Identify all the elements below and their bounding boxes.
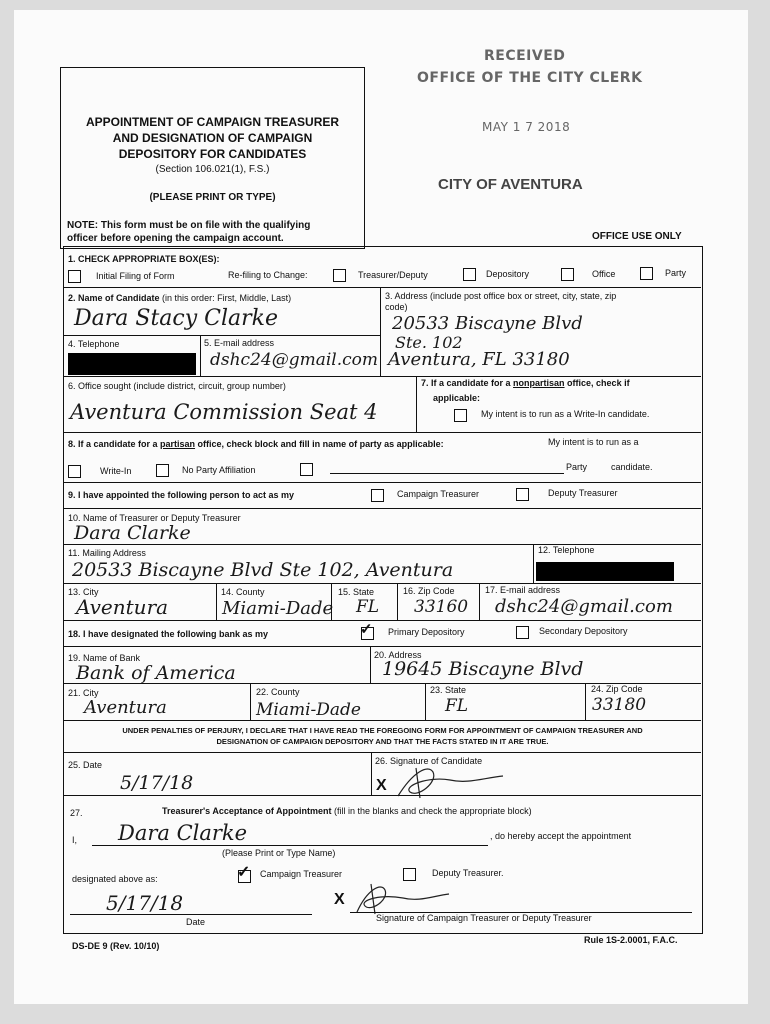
s27-date-label: Date xyxy=(186,917,206,927)
divider xyxy=(64,544,701,545)
divider xyxy=(64,583,701,584)
s7-writein-checkbox[interactable] xyxy=(454,409,467,422)
s27-deputy-label: Deputy Treasurer. xyxy=(432,868,504,878)
bank-name-field[interactable]: Bank of America xyxy=(76,662,236,684)
divider xyxy=(425,684,426,721)
s1-office-checkbox[interactable] xyxy=(561,268,574,281)
divider xyxy=(64,508,701,509)
form-title-1: APPOINTMENT OF CAMPAIGN TREASURER xyxy=(85,115,340,129)
divider xyxy=(64,335,380,336)
perjury-line-1: UNDER PENALTIES OF PERJURY, I DECLARE THAT I HAVE READ THE FOREGOING FORM FOR APPOINTMENT OF CAMPAIGN TREASURER AND xyxy=(122,726,643,735)
s27-print-name-label: (Please Print or Type Name) xyxy=(222,848,336,858)
candidate-signature[interactable] xyxy=(388,762,518,802)
divider xyxy=(479,584,480,621)
s18-label: 18. I have designated the following bank as my xyxy=(68,629,269,639)
s1-initial-label: Initial Filing of Form xyxy=(96,271,175,281)
office-use-only: OFFICE USE ONLY xyxy=(592,231,682,242)
s27-designated: designated above as: xyxy=(72,874,158,884)
s8-party-label: Party xyxy=(566,462,588,472)
candidate-address-line3[interactable]: Aventura, FL 33180 xyxy=(388,349,570,370)
candidate-address-line2[interactable]: Ste. 102 xyxy=(395,333,463,352)
s16-label: 16. Zip Code xyxy=(403,586,455,596)
divider xyxy=(64,432,701,433)
treasurer-county-field[interactable]: Miami-Dade xyxy=(222,598,334,619)
s24-label: 24. Zip Code xyxy=(591,684,643,694)
divider xyxy=(64,620,701,621)
s3-label-2: code) xyxy=(385,302,408,312)
office-sought-field[interactable]: Aventura Commission Seat 4 xyxy=(70,400,378,424)
s25-label: 25. Date xyxy=(68,760,103,770)
s6-label: 6. Office sought (include district, circuit, group number) xyxy=(68,381,286,391)
treasurer-state-field[interactable]: FL xyxy=(356,597,380,617)
rule-reference: Rule 1S-2.0001, F.A.C. xyxy=(584,935,678,945)
divider xyxy=(371,753,372,795)
s22-label: 22. County xyxy=(256,687,300,697)
s8-party-checkbox[interactable] xyxy=(300,463,313,476)
stamp-city: CITY OF AVENTURA xyxy=(438,176,583,193)
date-line xyxy=(70,914,312,915)
note-line-1: NOTE: This form must be on file with the qualifying xyxy=(67,220,311,231)
s5-label: 5. E-mail address xyxy=(204,338,275,348)
s9-label: 9. I have appointed the following person to act as my xyxy=(68,490,295,500)
s8-label: 8. If a candidate for a partisan office, check block and fill in name of party as applicable: xyxy=(68,439,444,449)
divider xyxy=(64,482,701,483)
form-title-2: AND DESIGNATION OF CAMPAIGN xyxy=(112,131,313,145)
s1-party-checkbox[interactable] xyxy=(640,267,653,280)
s11-label: 11. Mailing Address xyxy=(68,548,146,558)
treasurer-name-field[interactable]: Dara Clarke xyxy=(74,522,191,544)
treasurer-zip-field[interactable]: 33160 xyxy=(414,597,469,617)
form-title-3: DEPOSITORY FOR CANDIDATES xyxy=(118,147,307,161)
s8-intent: My intent is to run as a xyxy=(548,437,639,447)
s3-label: 3. Address (include post office box or street, city, state, zip xyxy=(385,291,617,301)
divider xyxy=(397,584,398,621)
s27-treasurer-label: Campaign Treasurer xyxy=(260,869,343,879)
redacted-telephone xyxy=(536,562,674,581)
s8-npa-label: No Party Affiliation xyxy=(182,465,256,475)
bank-state-field[interactable]: FL xyxy=(445,696,469,716)
s9-treasurer-label: Campaign Treasurer xyxy=(397,489,480,499)
bank-county-field[interactable]: Miami-Dade xyxy=(256,700,361,720)
s19-label: 19. Name of Bank xyxy=(68,653,141,663)
candidate-date-field[interactable]: 5/17/18 xyxy=(120,772,194,794)
divider xyxy=(250,684,251,721)
s9-deputy-checkbox[interactable] xyxy=(516,488,529,501)
note-line-2: officer before opening the campaign account. xyxy=(67,233,284,244)
s13-label: 13. City xyxy=(68,587,99,597)
divider xyxy=(64,646,701,647)
s1-depository-label: Depository xyxy=(486,269,530,279)
perjury-line-2: DESIGNATION OF CAMPAIGN DEPOSITORY AND THAT THE FACTS STATED IN IT ARE TRUE. xyxy=(216,737,549,746)
s8-writein-label: Write-In xyxy=(100,466,132,476)
s20-label: 20. Address xyxy=(374,650,422,660)
form-number: DS-DE 9 (Rev. 10/10) xyxy=(72,941,160,951)
divider xyxy=(200,336,201,377)
divider xyxy=(380,288,381,377)
s1-office-label: Office xyxy=(592,269,616,279)
bank-address-field[interactable]: 19645 Biscayne Blvd xyxy=(382,658,584,680)
s27-signature-label: Signature of Campaign Treasurer or Deputy Treasurer xyxy=(376,913,592,923)
s10-label: 10. Name of Treasurer or Deputy Treasurer xyxy=(68,513,241,523)
s17-label: 17. E-mail address xyxy=(485,585,561,595)
s27-x-mark: X xyxy=(334,891,345,908)
divider xyxy=(370,647,371,684)
s1-treasurer-label: Treasurer/Deputy xyxy=(358,270,428,280)
s7-writein-label: My intent is to run as a Write-In candidate. xyxy=(481,409,650,419)
s15-label: 15. State xyxy=(338,587,375,597)
s27-i: I, xyxy=(72,835,78,845)
s8-npa-checkbox[interactable] xyxy=(156,464,169,477)
s7-label: 7. If a candidate for a nonpartisan office, check if xyxy=(421,378,630,388)
divider xyxy=(64,376,701,377)
s27-title: Treasurer's Acceptance of Appointment (fill in the blanks and check the appropriate block) xyxy=(162,806,532,816)
stamp-received: RECEIVED xyxy=(484,48,566,64)
divider xyxy=(416,377,417,433)
divider xyxy=(64,752,701,753)
bank-zip-field[interactable]: 33180 xyxy=(592,695,647,715)
check-mark-icon: ✓ xyxy=(237,864,251,881)
s1-refiling-label: Re-filing to Change: xyxy=(228,270,308,280)
s1-label: 1. CHECK APPROPRIATE BOX(ES): xyxy=(68,254,220,264)
s18-secondary-label: Secondary Depository xyxy=(539,626,628,636)
s9-treasurer-checkbox[interactable] xyxy=(371,489,384,502)
treasurer-address-field[interactable]: 20533 Biscayne Blvd Ste 102, Aventura xyxy=(72,559,454,581)
s7-label-2: applicable: xyxy=(433,393,481,403)
divider xyxy=(64,720,701,721)
candidate-address-line1[interactable]: 20533 Biscayne Blvd xyxy=(392,313,583,334)
s26-x-mark: X xyxy=(376,777,387,794)
s14-label: 14. County xyxy=(221,587,265,597)
redacted-telephone xyxy=(68,353,196,375)
bank-city-field[interactable]: Aventura xyxy=(84,697,167,718)
treasurer-print-name-line xyxy=(92,845,488,846)
treasurer-date-field[interactable]: 5/17/18 xyxy=(106,891,184,915)
treasurer-city-field[interactable]: Aventura xyxy=(76,595,169,619)
s1-depository-checkbox[interactable] xyxy=(463,268,476,281)
party-name-line[interactable] xyxy=(330,473,564,474)
s2-label: 2. Name of Candidate (in this order: First, Middle, Last) xyxy=(68,293,292,303)
stamp-date: MAY 1 7 2018 xyxy=(482,120,571,134)
s12-label: 12. Telephone xyxy=(538,545,595,555)
treasurer-email-field[interactable]: dshc24@gmail.com xyxy=(495,596,673,617)
s27-number: 27. xyxy=(70,808,83,818)
divider xyxy=(585,684,586,721)
stamp-office: OFFICE OF THE CITY CLERK xyxy=(417,70,643,86)
treasurer-print-name-field[interactable]: Dara Clarke xyxy=(118,821,248,845)
s21-label: 21. City xyxy=(68,688,99,698)
candidate-email-field[interactable]: dshc24@gmail.com xyxy=(210,350,378,370)
s18-secondary-checkbox[interactable] xyxy=(516,626,529,639)
s1-initial-checkbox[interactable] xyxy=(68,270,81,283)
divider xyxy=(64,795,701,796)
s23-label: 23. State xyxy=(430,685,467,695)
s8-writein-checkbox[interactable] xyxy=(68,465,81,478)
candidate-name-field[interactable]: Dara Stacy Clarke xyxy=(74,306,279,331)
divider xyxy=(64,287,701,288)
s9-deputy-label: Deputy Treasurer xyxy=(548,488,618,498)
s1-party-label: Party xyxy=(665,268,687,278)
s4-label: 4. Telephone xyxy=(68,339,120,349)
divider xyxy=(216,584,217,621)
s18-primary-label: Primary Depository xyxy=(388,627,465,637)
s26-label: 26. Signature of Candidate xyxy=(375,756,483,766)
s1-treasurer-checkbox[interactable] xyxy=(333,269,346,282)
print-note: (PLEASE PRINT OR TYPE) xyxy=(149,192,276,203)
divider xyxy=(331,584,332,621)
divider xyxy=(533,545,534,584)
s8-candidate-label: candidate. xyxy=(611,462,653,472)
s27-accept: , do hereby accept the appointment xyxy=(490,831,632,841)
check-mark-icon: ✓ xyxy=(360,621,373,638)
form-section: (Section 106.021(1), F.S.) xyxy=(155,164,270,175)
